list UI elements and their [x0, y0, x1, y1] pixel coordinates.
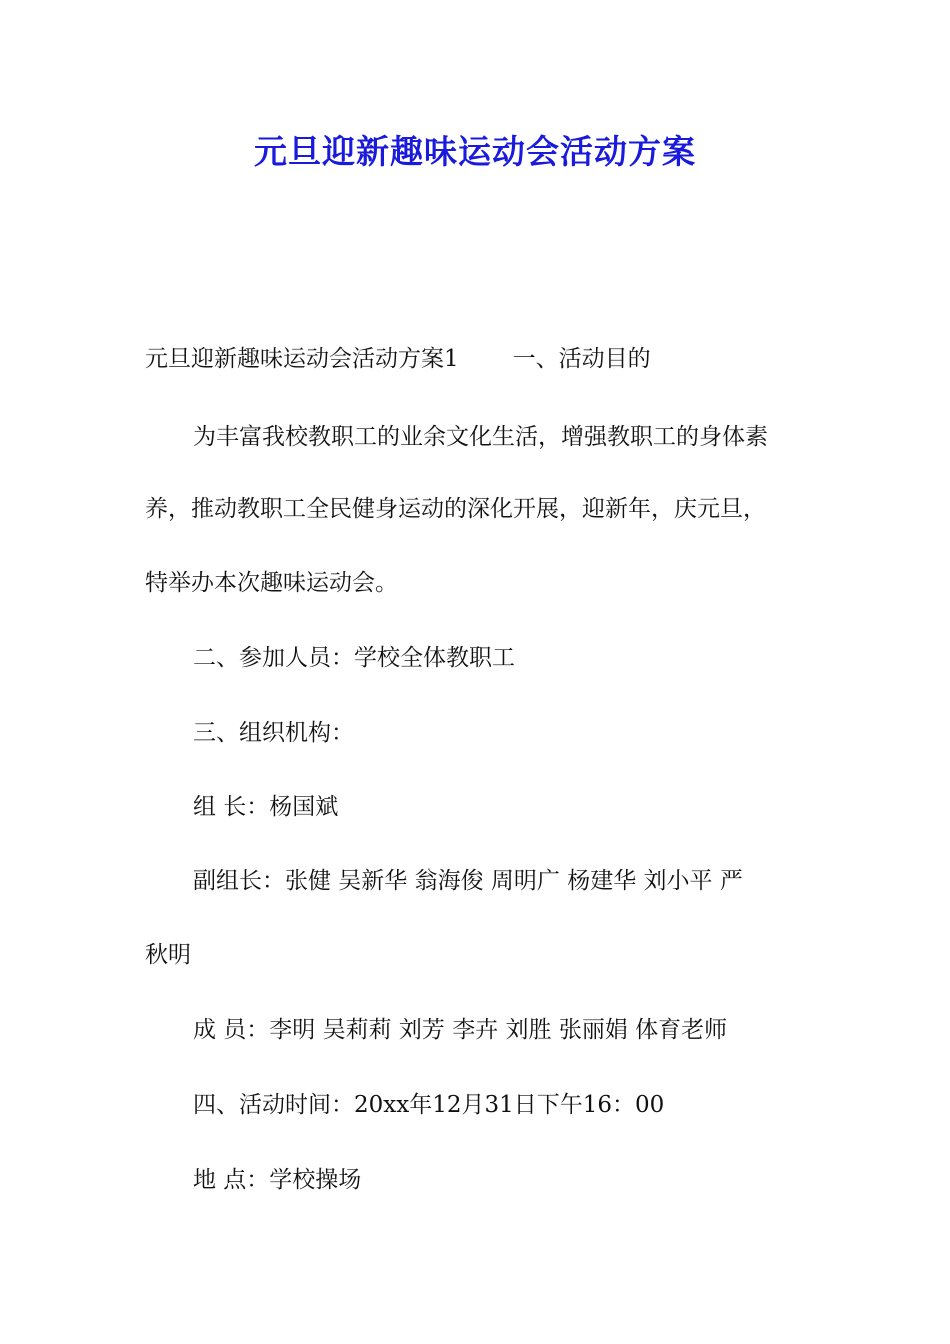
section-heading-line — [145, 342, 815, 376]
members-line: 成 员：李明 吴莉莉 刘芳 李卉 刘胜 张丽娟 体育老师 — [193, 1017, 728, 1043]
document-title: 元旦迎新趣味运动会活动方案 — [254, 132, 696, 171]
item-1-heading: 一、活动目的 — [512, 346, 651, 372]
participants-line: 二、参加人员：学校全体教职工 — [193, 645, 515, 671]
time-line: 四、活动时间：20xx年12月31日下午16：00 — [193, 1092, 665, 1118]
section-heading: 元旦迎新趣味运动会活动方案1 — [145, 346, 459, 372]
location-line: 地 点：学校操场 — [193, 1167, 362, 1193]
organization-heading: 三、组织机构： — [193, 720, 354, 746]
deputy-line-2: 秋明 — [145, 942, 191, 968]
purpose-line-2: 养，推动教职工全民健身运动的深化开展，迎新年，庆元旦， — [145, 496, 766, 522]
purpose-line-3: 特举办本次趣味运动会。 — [145, 570, 398, 596]
leader-line: 组 长：杨国斌 — [193, 794, 339, 820]
deputy-line-1: 副组长：张健 吴新华 翁海俊 周明广 杨建华 刘小平 严 — [193, 868, 743, 894]
purpose-line-1: 为丰富我校教职工的业余文化生活，增强教职工的身体素 — [193, 424, 768, 450]
